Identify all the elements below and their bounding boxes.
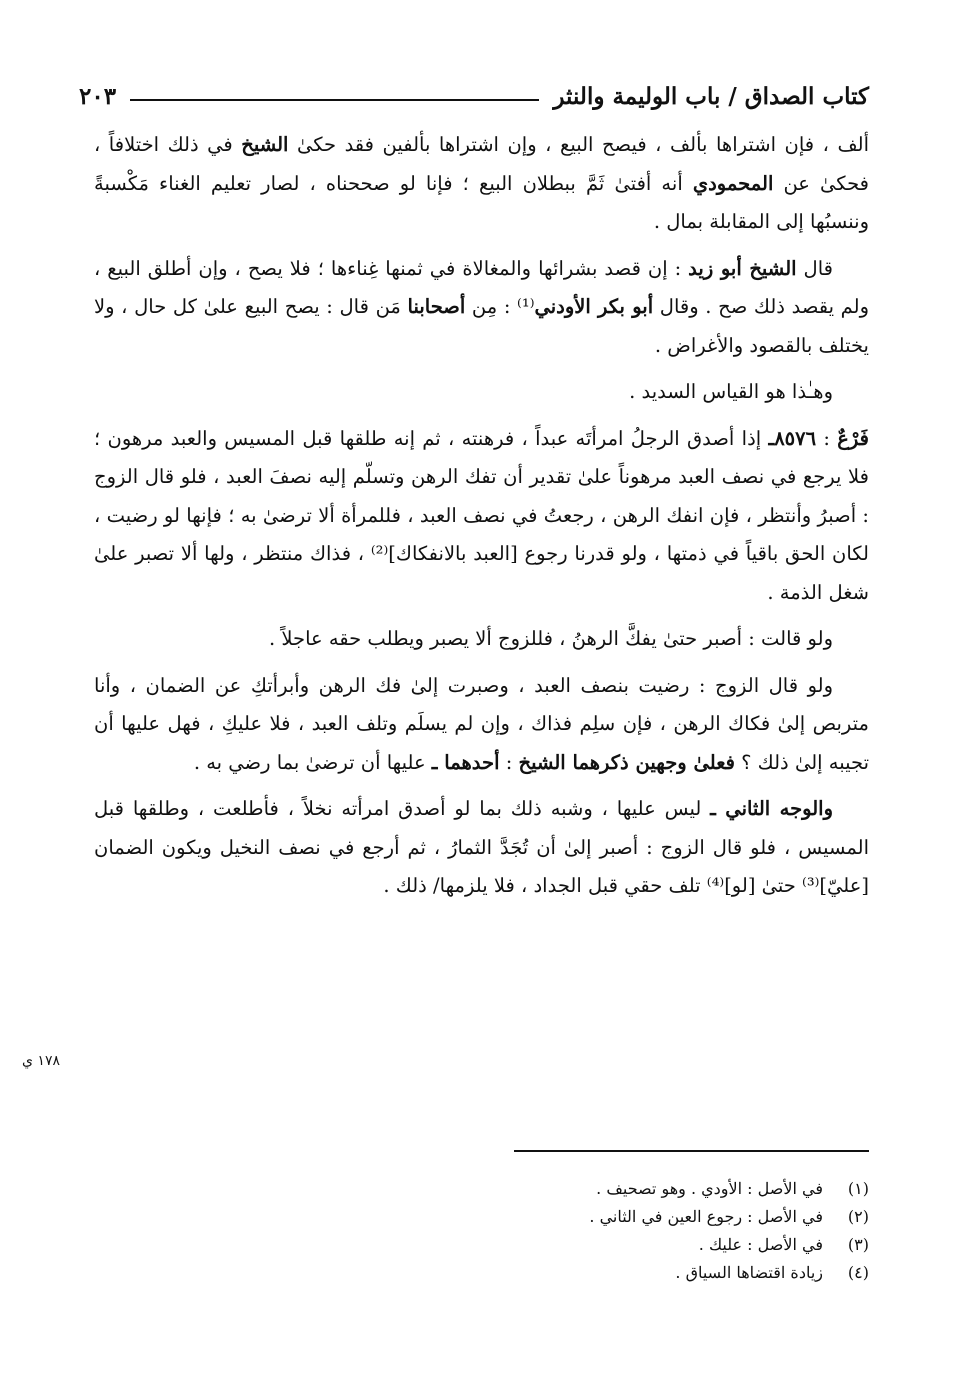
paragraph	[94, 420, 869, 613]
footnote-number: (٣)	[847, 1235, 869, 1254]
footnote-number: (٤)	[847, 1263, 869, 1282]
footnote-number: (١)	[847, 1179, 869, 1198]
bold-term: أصحابنا	[407, 295, 466, 318]
paragraph	[94, 126, 869, 242]
footnote-item	[269, 1175, 869, 1203]
bold-term: فعلىٰ وجهين ذكرهما الشيخ	[518, 750, 735, 774]
page-number: ٢٠٣	[79, 82, 117, 110]
paragraph	[94, 373, 869, 412]
text-run: مَن قال : يصح البيع علىٰ كل حال ، ولا يختلف بالقصود والأغراض .	[94, 295, 869, 357]
text-run: ⁽¹⁾ : مِن	[465, 295, 535, 318]
bold-term: والوجه الثاني ـ	[710, 797, 833, 820]
text-run: قال	[796, 256, 833, 280]
paragraph	[94, 250, 869, 366]
text-run: إذا أصدق الرجلُ امرأتَه عبداً ، فرهنته ، ثم إنه طلقها قبل المسيس والعبد مرهون ؛ فلا يرجع في نصف العبد مرهوناً علىٰ تقدير أن تفك الرهن وتسلّم إليه نصفَ العبد ، فلو قال الزوج : أصبرُ وأنتظر ، فإن انفك الرهن ، رجعتُ في نصف العبد ، فللمرأة ألا ترضىٰ به ؛ فإنها لو رضيت ، لكان الحق باقياً في ذمتها ، ولو قدرنا رجوع [العبد بالانفكاك]⁽²⁾ ، فذاك منتظر ، ولها ألا تصبر علىٰ شغل الذمة .	[94, 426, 869, 604]
paragraph	[94, 620, 869, 659]
header-title: كتاب الصداق / باب الوليمة والنثر	[553, 82, 869, 110]
bold-term: الشيخ أبو زيد	[688, 256, 797, 280]
body-text	[94, 126, 869, 914]
text-run: ولو قالت : أصبر حتىٰ يفكَّ الرهنُ ، فللزوج ألا يصبر ويطلب حقه عاجلاً .	[268, 627, 833, 650]
paragraph	[94, 790, 869, 906]
footnote-item	[269, 1259, 869, 1287]
page-header	[79, 76, 869, 116]
text-run: ولو قال الزوج : رضيت بنصف العبد ، وصبرت إلىٰ فك الرهن وأبرأتكِ عن الضمان ، وأنا متربص إلىٰ فكاك الرهن ، فإن سلِم فذاك ، وإن لم يسلَم وتلف العبد ، فلا عليكِ ، فهل عليها أن تجيبه إلىٰ ذلك ؟	[94, 673, 869, 774]
text-run: :	[816, 426, 838, 450]
bold-term: فَرْعٌ	[837, 426, 869, 450]
footnote-text: في الأصل : عليك .	[698, 1235, 823, 1254]
header-rule	[130, 99, 539, 101]
bold-term: ٨٥٧٦ـ	[768, 426, 817, 450]
bold-term: الشيخ	[241, 133, 289, 156]
text-run: ألف ، فإن اشتراها بألف ، فيصح البيع ، وإن اشتراها بألفين فقد حكىٰ	[288, 133, 869, 156]
text-run: :	[499, 750, 519, 774]
bold-term: المحمودي	[692, 171, 774, 195]
footnote-text: في الأصل : رجوع العين في الثاني .	[589, 1207, 823, 1226]
text-run: عليها أن ترضىٰ بما رضي به .	[193, 750, 432, 774]
paragraph	[94, 667, 869, 783]
footnote-item	[269, 1203, 869, 1231]
bold-term: أبو بكر الأودني	[534, 295, 654, 318]
text-run: في ذلك اختلافاً ، فحكىٰ عن	[94, 133, 869, 195]
text-run: أنه أفتىٰ ثَمَّ ببطلان البيع ؛ فإنا لو صححناه ، لصار تعليم الغناء مَكْسبةً وننسبُها إلى المقابلة بمال .	[94, 171, 869, 233]
text-run: وهـٰذا هو القياس السديد .	[629, 380, 833, 403]
footnotes	[269, 1175, 869, 1287]
footnote-number: (٢)	[847, 1207, 869, 1226]
footnote-text: زيادة اقتضاها السياق .	[675, 1263, 823, 1282]
bold-term: أحدهما ـ	[431, 750, 500, 774]
footnote-text: في الأصل : الأودي . وهو تصحيف .	[596, 1179, 823, 1198]
margin-reference: ١٧٨ ي	[22, 1053, 60, 1069]
text-run: : إن قصد بشرائها والمغالاة في ثمنها غِناءها ؛ فلا يصح ، وإن أطلق البيع ، ولم يقصد ذلك صح . وقال	[94, 256, 869, 318]
text-run: ليس عليها ، وشبه ذلك بما لو أصدق امرأته نخلاً ، فأطلعت ، وطلقها قبل المسيس ، فلو قال الزوج : أصبر إلىٰ أن تُجَدَّ الثمارُ ، ثم أرجع في نصف النخيل ويكون الضمان [عليّ]⁽³⁾ حتىٰ [لو]⁽⁴⁾ تلف حقي قبل الجداد ، فلا يلزمها/ ذلك .	[94, 797, 869, 897]
footnote-rule	[514, 1150, 869, 1152]
footnote-item	[269, 1231, 869, 1259]
